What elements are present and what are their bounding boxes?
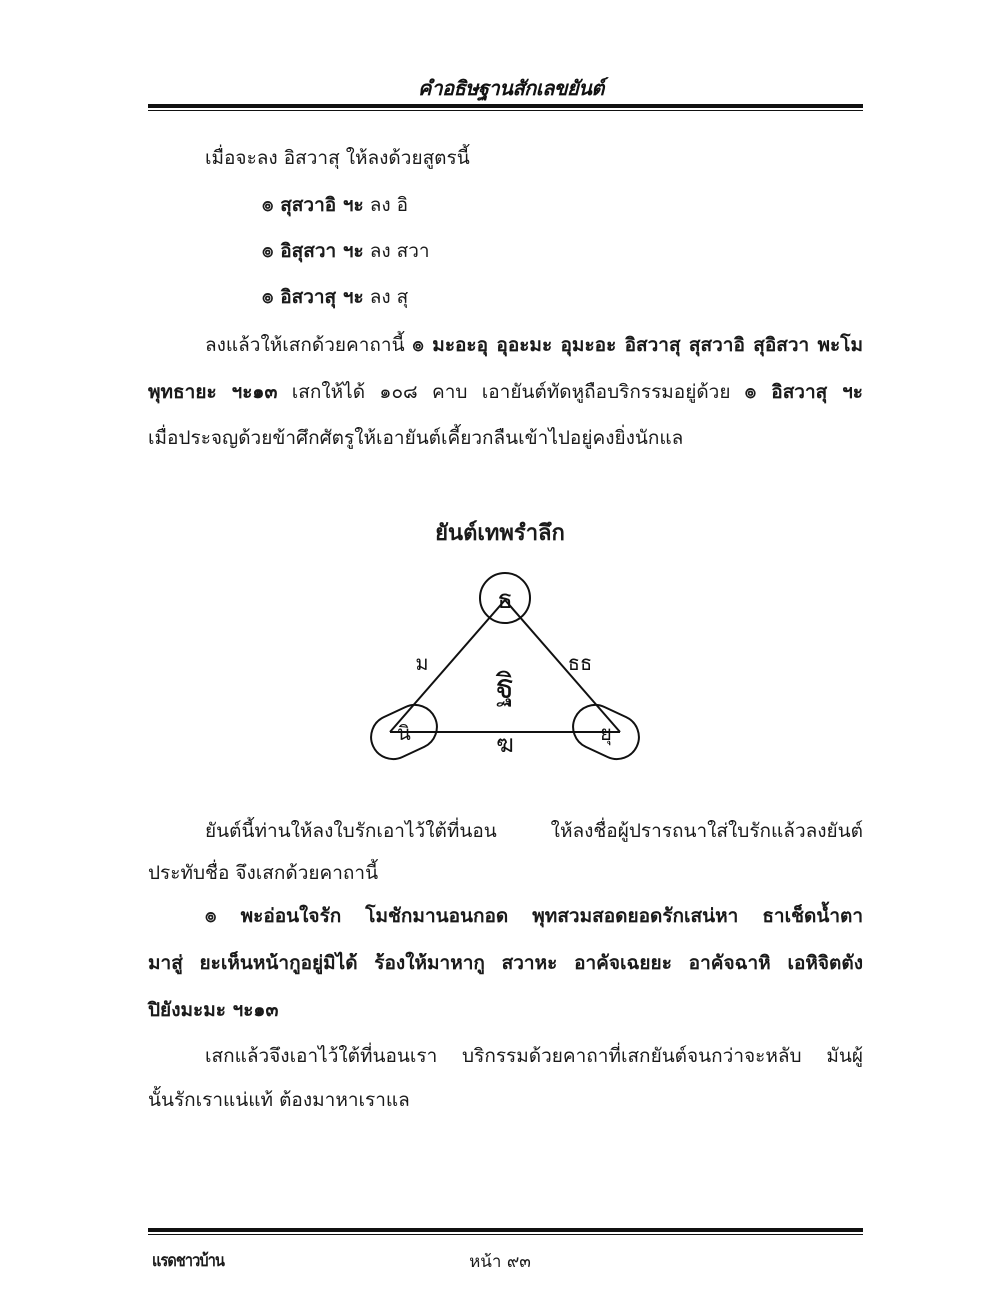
footer-rule-thin [148,1234,863,1235]
body-line-5-lead: ลงแล้วให้เสกด้วยคาถานี้ [205,334,413,356]
incantation-2: ๏ อิสวาสุ ฯะ [744,381,863,403]
para2-line-1: ยันต์นี้ท่านให้ลงใบรักเอาไว้ใต้ที่นอน ให้ลงชื่อผู้ปรารถนาใส่ใบรักแล้วลงยันต์ [205,820,863,842]
formula-3: ๏ อิสวาสุ ฯะ [262,286,364,308]
footer-publisher: แรดชาวบ้าน [152,1251,225,1271]
yantra-top-letter: ธ [497,585,513,615]
body-line-6 [148,379,863,405]
yantra-side-right: ธธ [567,651,593,675]
formula-1-note: ลง อิ [363,194,409,216]
incantation-1-end: พุทธายะ ฯะ๑๓ [148,381,278,403]
incantation-3-line-3: ปิยังมะมะ ฯะ๑๓ [148,999,279,1021]
body-line-6-text: เสกให้ได้ ๑๐๘ คาบ เอายันต์ทัดหูถือบริกรรมอยู่ด้วย [277,381,745,403]
header-rule-thin [148,110,863,111]
body-line-7: เมื่อประจญด้วยข้าศึกศัตรูให้เอายันต์เคี้ยวกลืนเข้าไปอยู่คงยิ่งนักแล [148,427,684,449]
yantra-side-left: ม [415,651,429,675]
incantation-1: ๏ มะอะอุ อุอะมะ อุมะอะ อิสวาสุ สุสวาอิ สุอิสวา พะโม [412,334,863,356]
para4-line-1: เสกแล้วจึงเอาไว้ใต้ที่นอนเรา บริกรรมด้วยคาถาที่เสกยันต์จนกว่าจะหลับ มันผู้ [205,1045,863,1067]
page-number: หน้า ๙๓ [469,1252,531,1272]
triangle-left-edge [390,600,505,732]
yantra-center: ฐิ [495,667,515,707]
footer-rule [148,1228,863,1232]
yantra-left-letter: นิ [397,721,411,745]
formula-2: ๏ อิสุสวา ฯะ [262,240,364,262]
yantra-right-letter: ยุ [600,721,612,745]
formula-line-1 [262,192,408,218]
formula-line-2 [262,238,430,264]
incantation-3-line-1: ๏ พะอ่อนใจรัก โมชักมานอนกอด พุทสวมสอดยอดรักเสน่หา ธาเช็ดน้ำตา [205,905,863,927]
yantra-diagram [360,560,650,790]
para2-line-2: ประทับชื่อ จึงเสกด้วยคาถานี้ [148,862,379,884]
body-line-1: เมื่อจะลง อิสวาสุ ให้ลงด้วยสูตรนี้ [205,147,470,169]
formula-2-note: ลง สวา [363,240,430,262]
yantra-bottom: ฆ [496,730,514,758]
formula-3-note: ลง สุ [363,286,409,308]
body-line-5 [205,332,863,358]
running-header: คำอธิษฐานสักเลขยันต์ [418,76,604,100]
section-title: ยันต์เทพรำลึก [435,520,565,546]
formula-1: ๏ สุสวาอิ ฯะ [262,194,364,216]
incantation-3-line-2: มาสู่ ยะเห็นหน้ากูอยู่มิได้ ร้องให้มาหากู สวาหะ อาคัจเฉยยะ อาคัจฉาหิ เอหิจิตตัง [148,952,863,974]
header-rule [148,104,863,108]
triangle-right-edge [505,600,620,732]
para4-line-2: นั้นรักเราแน่แท้ ต้องมาหาเราแล [148,1089,410,1111]
formula-line-3 [262,284,408,310]
